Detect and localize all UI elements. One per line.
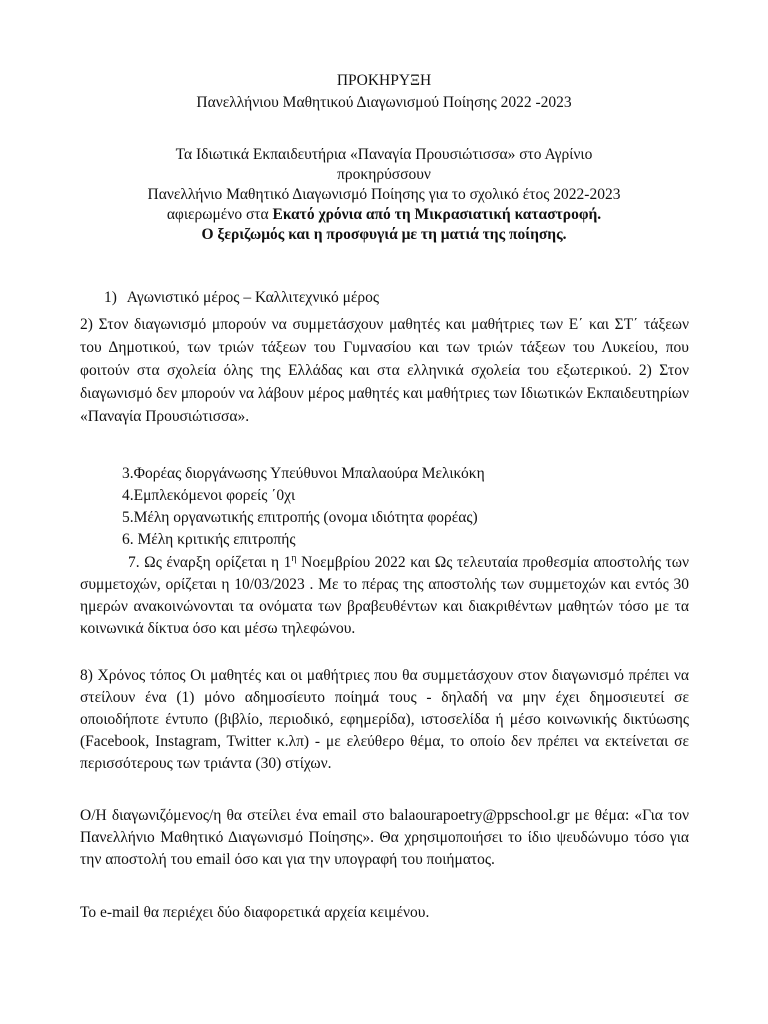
- list-item: 4.Εμπλεκόμενοι φορείς ΄0χι: [122, 487, 296, 504]
- section-7-start: 7. Ως έναρξη ορίζεται η 1: [128, 554, 292, 571]
- list-item: 3.Φορέας διοργάνωσης Υπεύθυνοι Μπαλαούρα Μελικόκη: [122, 465, 485, 482]
- intro-line-3: Πανελλήνιο Μαθητικό Διαγωνισμό Ποίησης για το σχολικό έτος 2022-2023: [147, 186, 621, 203]
- section-7-paragraph: [80, 552, 689, 640]
- email-paragraph: Ο/Η διαγωνιζόμενος/η θα στείλει ένα email στο balaourapoetry@ppschool.gr με θέμα: «Για τον Πανελλήνιο Μαθητικό Διαγωνισμό Ποίησης». Θα χρησιμοποιήσει το ίδιο ψευδώνυμο τόσο για την αποστολή του email όσο και για την υπογραφή του ποιήματος.: [80, 807, 689, 868]
- intro-line-4-bold: Εκατό χρόνια από τη Μικρασιατική καταστροφή.: [272, 206, 602, 223]
- section-1-heading: [104, 287, 379, 309]
- list-item: 5.Μέλη οργανωτικής επιτροπής (ονομα ιδιότητα φορέας): [122, 509, 478, 526]
- section-2-paragraph: 2) Στον διαγωνισμό μπορούν να συμμετάσχουν μαθητές και μαθήτριες των Ε΄ και ΣΤ΄ τάξεων του Δημοτικού, των τριών τάξεων του Γυμνασίου και των τριών τάξεων του Λυκείου, που φοιτούν στα σχολεία όλης της Ελλάδας και στα ελληνικά σχολεία του εξωτερικού. 2) Στον διαγωνισμό δεν μπορούν να λάβουν μέρος μαθητές και μαθήτριες των Ιδιωτικών Εκπαιδευτηρίων «Παναγία Προυσιώτισσα».: [80, 316, 689, 425]
- section-8-paragraph: 8) Χρόνος τόπος Οι μαθητές και οι μαθήτριες που θα συμμετάσχουν στον διαγωνισμό πρέπει να στείλουν ένα (1) μόνο αδημοσίευτο ποίημά τους - δηλαδή να μην έχει δημοσιευτεί σε οποιοδήποτε έντυπο (βιβλίο, περιοδικό, εφημερίδα), ιστοσελίδα ή μέσο κοινωνικής δικτύωσης (Facebook, Instagram, Twitter κ.λπ) - με ελεύθερο θέμα, το οποίο δεν πρέπει να εκτείνεται σε περισσότερους των τριάντα (30) στίχων.: [80, 667, 689, 772]
- ordinal-superscript: η: [291, 553, 297, 564]
- section-7-rest: Νοεμβρίου 2022 και Ως τελευταία προθεσμία αποστολής των συμμετοχών, ορίζεται η 10/03/2023 . Με το πέρας της αποστολής των συμμετοχών και εντός 30 ημερών ανακοινώνονται τα ονόματα των βραβευθέντων και διακριθέντων μαθητών τόσο με τα κοινωνικά δίκτυα όσο και μέσω τηλεφώνου.: [80, 554, 689, 637]
- intro-line-5-bold: Ο ξεριζωμός και η προσφυγιά με τη ματιά της ποίησης.: [201, 226, 567, 243]
- intro-line-4: [0, 204, 768, 226]
- document-title: ΠΡΟΚΗΡΥΞΗ: [336, 72, 432, 89]
- list-item: 6. Μέλη κριτικής επιτροπής: [122, 531, 296, 548]
- section-1-number: 1): [104, 289, 117, 306]
- intro-line-4-normal: αφιερωμένο στα: [166, 206, 273, 223]
- section-1-text: Αγωνιστικό μέρος – Καλλιτεχνικό μέρος: [126, 289, 380, 306]
- intro-line-2: προκηρύσσουν: [337, 166, 431, 183]
- closing-line: Το e-mail θα περιέχει δύο διαφορετικά αρχεία κειμένου.: [80, 904, 430, 921]
- intro-line-1: Τα Ιδιωτικά Εκπαιδευτήρια «Παναγία Προυσιώτισσα» στο Αγρίνιο: [175, 146, 593, 163]
- document-subtitle: Πανελλήνιου Μαθητικού Διαγωνισμού Ποίησης 2022 -2023: [196, 94, 572, 111]
